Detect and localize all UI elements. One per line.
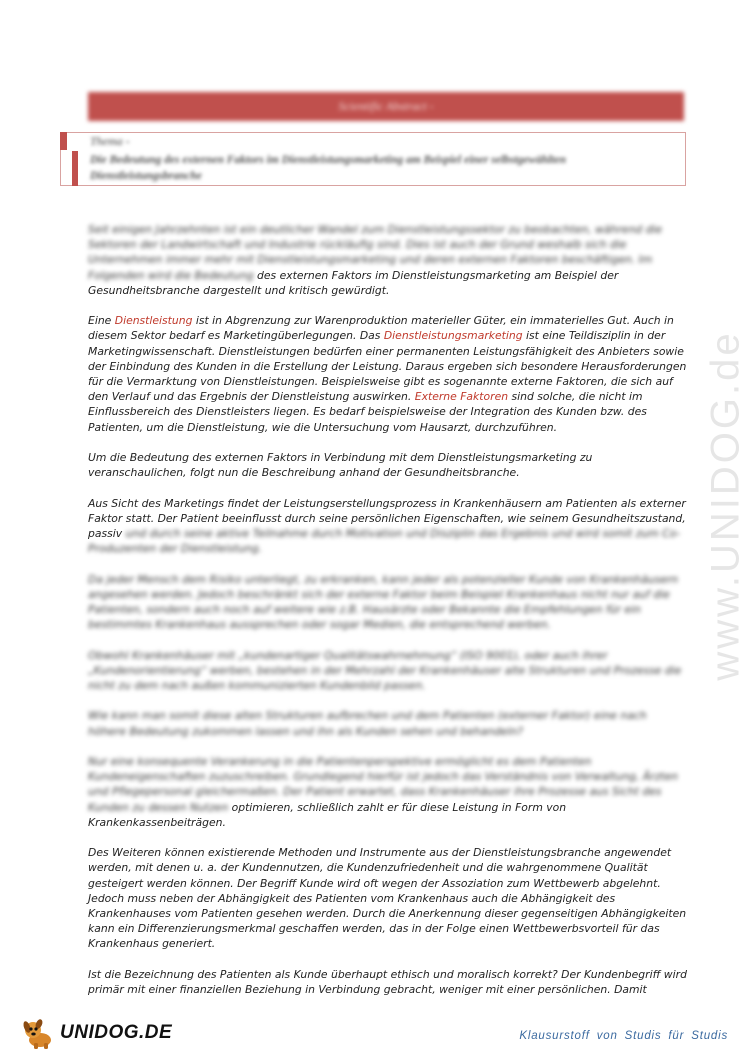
watermark-text: www.UNIDOG.de: [703, 329, 748, 681]
marketing-view-blurred-text: und durch seine aktive Teilnahme durch Motivation und Disziplin das Ergebnis und wird somit zum Co-Produzenten der Dienstleistung.: [88, 527, 681, 556]
abstract-body: [88, 222, 688, 1012]
definition-text-b: ist in Abgrenzung zur Warenproduktion materieller Güter, ein immaterielles Gut. Auch in diesem Sektor bedarf es Marketingüberlegungen. Das: [88, 314, 674, 343]
term-dienstleistung: Dienstleistung: [114, 314, 193, 328]
theme-title: Die Bedeutung des externen Faktors im Dienstleistungsmarketing am Beispiel einer selbstgewählten Dienstleistungsbranche: [90, 154, 567, 182]
patient-perspective-visible-text: optimieren, schließlich zahlt er für diese Leistung in Form von Krankenkassenbeiträgen.: [88, 800, 567, 829]
paragraph-marketing-view: [88, 496, 688, 557]
dog-mascot-icon: [22, 1016, 56, 1050]
theme-accent-bar-lower: [72, 151, 78, 186]
term-externe-faktoren: Externe Faktoren: [414, 390, 509, 404]
paragraph-definition: [88, 313, 688, 435]
footer-slogan: Klausurstoff von Studis für Studis: [519, 1030, 728, 1042]
paragraph-patient-perspective: [88, 754, 688, 830]
theme-label: Thema -: [90, 134, 130, 148]
abstract-banner: Scientific Abstract -: [88, 92, 684, 121]
paragraph-intro: [88, 222, 688, 298]
term-dienstleistungsmarketing: Dienstleistungsmarketing: [383, 329, 523, 343]
definition-text-c: ist eine Teildisziplin in der Marketingwissenschaft. Dienstleistungen bedürfen einer permanenten Leistungsfähigkeit des Anbieters sowie der Einbindung des Kunden in die Erstellung der Leistung. Daraus ergeben sich besondere Herausforderungen für die Vermarktung von Dienstleistungen. Beispielsweise gibt es sogenannte externe Faktoren, die sich auf den Verlauf und das Ergebnis der Dienstleistung auswirken.: [88, 329, 687, 404]
definition-text-a: Eine: [88, 314, 115, 328]
paragraph-ethics: Ist die Bezeichnung des Patienten als Kunde überhaupt ethisch und moralisch korrekt? Der Kundenbegriff wird primär mit einer finanziellen Beziehung in Verbindung gebracht, weniger mit einer persönlichen. Damit: [88, 967, 687, 997]
paragraph-potential-customers: Da jeder Mensch dem Risiko unterliegt, zu erkranken, kann jeder als potenzieller Kunde von Krankenhäusern angesehen werden. Jedoch beschränkt sich der externe Faktor beim Beispiel Krankenhaus nicht nur auf die Patienten, sondern auch noch auf weitere wie z.B. Hausärzte oder Bekannte die Empfehlungen für ein bestimmtes Krankenhaus aussprechen oder sogar Medien, die entsprechend werben.: [88, 572, 679, 632]
watermark: [703, 270, 748, 740]
theme-accent-bar: [60, 132, 67, 150]
definition-text-d: sind solche, die nicht im Einflussbereich des Dienstleisters liegen. Es bedarf beispielsweise der Integration des Kunden bzw. des Patienten, um die Dienstleistung, wie die Untersuchung vom Hausarzt, durchzuführen.: [88, 390, 647, 434]
marketing-view-visible-text: Aus Sicht des Marketings findet der Leistungserstellungsprozess in Krankenhäusern am Patienten als externer Faktor statt. Der Patient beeinflusst durch seine persönlichen Eigenschaften, wie seinem Gesundheitszustand, passiv: [88, 496, 686, 541]
paragraph-transition: Um die Bedeutung des externen Faktors in Verbindung mit dem Dienstleistungsmarketing zu veranschaulichen, folgt nun die Beschreibung anhand der Gesundheitsbranche.: [88, 451, 593, 480]
paragraph-quality-claims: Obwohl Krankenhäuser mit „kundenartiger Qualitätswahrnehmung“ (ISO 9001), oder auch ihrer „Kundenorientierung“ werben, bestehen in der Mehrzahl der Krankenhäuser alte Strukturen und Prozesse die nicht zu dem nach außen kommunizierten Kundenbild passen.: [88, 648, 682, 693]
patient-perspective-blurred-text: Nur eine konsequente Verankerung in die Patientenperspektive ermöglicht es dem Patienten Kundeneigenschaften zuzuschreiben. Grundlegend hierfür ist jedoch das Verständnis von Verwaltung, Ärzten und Pflegepersonal gleichermaßen. Der Patient erwartet, dass Krankenhäuser ihre Prozesse aus Sicht des Kunden zu dessen Nutzen: [88, 755, 678, 814]
intro-visible-text: des externen Faktors im Dienstleistungsmarketing am Beispiel der Gesundheitsbranche dargestellt und kritisch gewürdigt.: [88, 268, 619, 297]
intro-blurred-text: Seit einigen Jahrzehnten ist ein deutlicher Wandel zum Dienstleistungssektor zu beobachten, während die Sektoren der Landwirtschaft und Industrie rückläufig sind. Dies ist auch der Grund weshalb sich die Unternehmen immer mehr mit Dienstleistungsmarketing und deren externen Faktoren beschäftigen. Im Folgenden wird die Bedeutung: [88, 223, 663, 282]
paragraph-question: Wie kann man somit diese alten Strukturen aufbrechen und dem Patienten (externer Faktor) eine nach höhere Bedeutung zukommen lassen und ihn als Kunden sehen und behandeln?: [88, 709, 647, 738]
logo-text: UNIDOG.DE: [60, 1022, 173, 1043]
unidog-logo: [22, 1016, 172, 1050]
paragraph-methods: Des Weiteren können existierende Methoden und Instrumente aus der Dienstleistungsbranche angewendet werden, mit denen u. a. der Kundennutzen, die Kundenzufriedenheit und die wahrgenommene Qualität gesteigert werden können. Der Begriff Kunde wird oft wegen der Assoziation zum Wettbewerb abgelehnt. Jedoch muss neben der Abhängigkeit des Patienten vom Krankenhaus auch die Abhängigkeit des Krankenhauses vom Patienten gesehen werden. Durch die Anerkennung dieser gegenseitigen Abhängigkeiten kann ein Differenzierungsmerkmal geschaffen werden, das in der Folge einen Wettbewerbsvorteil für das Krankenhaus generiert.: [88, 846, 687, 951]
